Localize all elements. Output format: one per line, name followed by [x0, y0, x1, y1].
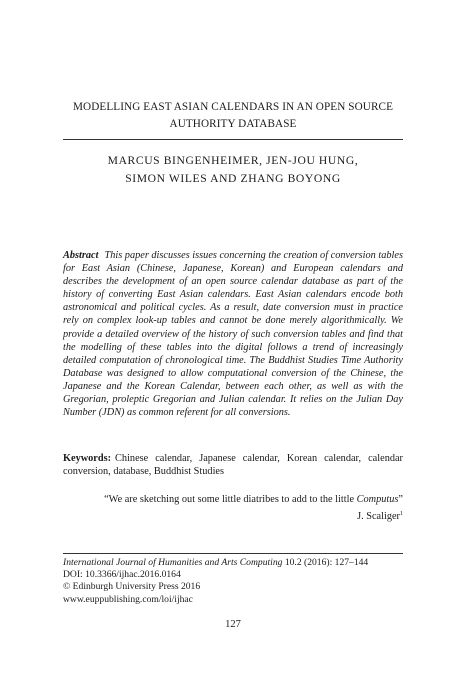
- footnote-marker[interactable]: 1: [400, 511, 403, 517]
- article-title: [63, 99, 403, 133]
- doi[interactable]: DOI: 10.3366/ijhac.2016.0164: [63, 569, 181, 581]
- journal-citation: [63, 557, 403, 569]
- epigraph-quote-start: “We are sketching out some little diatribes to add to the little: [104, 494, 357, 505]
- epigraph-quote-end: ”: [398, 494, 403, 505]
- epigraph-attribution: [63, 507, 403, 524]
- title-divider: [63, 139, 403, 140]
- author-list: [63, 152, 403, 188]
- keywords: [63, 452, 403, 479]
- epigraph-author: J. Scaliger: [357, 511, 400, 522]
- keywords-label: Keywords:: [63, 453, 112, 464]
- epigraph-work-title: Computus: [356, 494, 399, 505]
- copyright: © Edinburgh University Press 2016: [63, 581, 201, 593]
- journal-url[interactable]: www.euppublishing.com/loi/ijhac: [63, 593, 193, 605]
- abstract-text: This paper discusses issues concerning the creation of conversion tables for East Asian (Chinese, Japanese, Korean) and European calendars and describes the development of an open source calendar database as part of the history of converting East Asian calendars. East Asian calendars encode both astronomical and political cycles. As a result, date conversion must in practice rely on complex look-up tables and cannot be done merely algorithmically. We provide a detailed overview of the history of such conversion tables and find that the modelling of these tables into the digital follows a trend of increasingly detailed computation of chronological time. The Buddhist Studies Time Authority Database was designed to allow computational conversion of the Chinese, the Japanese and the Korean Calendar, between each other, as well as with the Gregorian, proleptic Gregorian and Julian calendar. It relies on the Julian Day Number (JDN) as common referent for all conversions.: [63, 250, 403, 419]
- article-title-line-2: AUTHORITY DATABASE: [169, 118, 297, 130]
- page-number: 127: [225, 619, 241, 630]
- journal-volume: 10.2 (2016): 127–144: [282, 557, 369, 568]
- footer-divider: [63, 553, 403, 554]
- abstract-label: Abstract: [63, 250, 99, 261]
- keywords-text: Chinese calendar, Japanese calendar, Korean calendar, calendar conversion, database, Buddhist Studies: [63, 453, 403, 478]
- article-title-line-1: MODELLING EAST ASIAN CALENDARS IN AN OPEN SOURCE: [72, 101, 394, 113]
- author-line-1: MARCUS BINGENHEIMER, JEN-JOU HUNG,: [107, 154, 359, 167]
- abstract: [63, 249, 403, 419]
- journal-name: International Journal of Humanities and Arts Computing: [63, 557, 283, 568]
- author-line-2: SIMON WILES AND ZHANG BOYONG: [125, 172, 341, 185]
- citation-footer: [63, 557, 403, 606]
- epigraph: [63, 493, 403, 524]
